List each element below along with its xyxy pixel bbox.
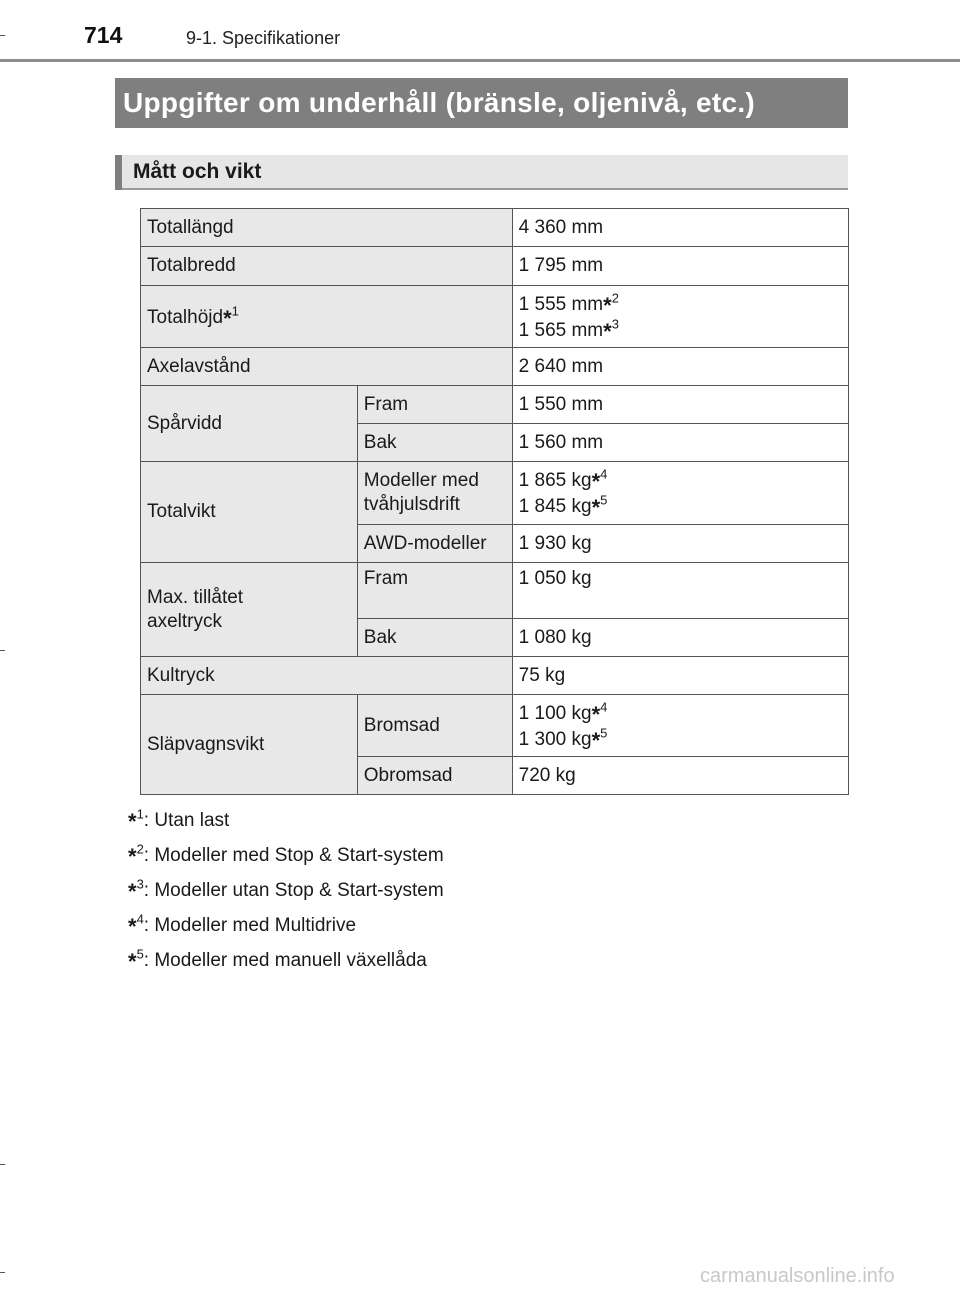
table-row [141, 286, 849, 348]
footnote-mark: 5 [136, 946, 144, 962]
row-value: 4 360 mm [512, 209, 848, 247]
row-sublabel: Bak [357, 619, 512, 657]
row-value: 2 640 mm [512, 348, 848, 386]
row-value: 1 080 kg [512, 619, 848, 657]
footnote-mark: 3 [136, 876, 144, 892]
row-value [512, 286, 848, 348]
row-sublabel: Bromsad [357, 695, 512, 757]
table-row [141, 209, 849, 247]
row-value: 1 795 mm [512, 247, 848, 286]
subtitle-bar [115, 155, 848, 190]
row-value: 1 930 kg [512, 525, 848, 563]
value-line: 1 300 kg [518, 728, 592, 750]
footnote-text: : Utan last [143, 810, 230, 831]
sublabel-line: tvåhjulsdrift [363, 494, 460, 515]
page-title: Uppgifter om underhåll (bränsle, oljenivå, etc.) [123, 87, 756, 118]
row-label [141, 563, 358, 657]
label-line: axeltryck [147, 610, 222, 632]
crop-mark [0, 650, 5, 651]
row-label: Släpvagnsvikt [141, 695, 358, 795]
value-line: 1 845 kg [518, 496, 592, 517]
footnote-mark: 2 [136, 841, 144, 857]
table-row [141, 386, 849, 424]
footnote-ref: 4 [600, 699, 608, 715]
footnote-ref: 2 [611, 290, 619, 306]
row-sublabel: AWD-modeller [357, 525, 512, 563]
page-number: 714 [84, 22, 123, 48]
row-value [512, 695, 848, 757]
row-label: Totalvikt [141, 462, 358, 563]
row-label: Kultryck [141, 657, 513, 695]
footnote-ref: 5 [600, 492, 608, 508]
footnote-text: : Modeller med Multidrive [143, 915, 357, 936]
row-value: 1 550 mm [512, 386, 848, 424]
footnote [128, 840, 444, 875]
watermark: carmanualsonline.info [700, 1265, 895, 1287]
table-row [141, 462, 849, 525]
value-line: 1 555 mm [518, 293, 604, 315]
row-sublabel: Bak [357, 424, 512, 462]
footnote-ref: 5 [600, 725, 608, 741]
header-divider [0, 59, 960, 62]
page-header [0, 0, 960, 62]
footnote-star: * [223, 305, 232, 331]
row-sublabel: Fram [357, 563, 512, 619]
row-label: Totallängd [141, 209, 513, 247]
table-row [141, 695, 849, 757]
table-row [141, 657, 849, 695]
specs-table [140, 208, 849, 795]
value-line: 1 865 kg [518, 470, 592, 491]
row-value: 1 050 kg [512, 563, 848, 619]
footnote-text: : Modeller med Stop & Start-system [143, 845, 444, 866]
footnote [128, 945, 444, 980]
row-label-text: Totalhöjd [147, 306, 224, 328]
main-title-bar [115, 78, 848, 128]
footnote [128, 875, 444, 910]
footnote-star: * [128, 914, 137, 939]
table-row [141, 563, 849, 619]
value-line: 1 565 mm [518, 319, 604, 341]
row-value [512, 462, 848, 525]
footnote-star: * [603, 292, 612, 318]
sublabel-line: Modeller med [363, 470, 479, 491]
row-sublabel [357, 462, 512, 525]
footnote-ref: 3 [611, 316, 619, 332]
table-row [141, 348, 849, 386]
table-row [141, 247, 849, 286]
row-label [141, 286, 513, 348]
footnote [128, 910, 444, 945]
footnote-star: * [128, 949, 137, 974]
footnote-star: * [591, 701, 601, 727]
section-subtitle: Mått och vikt [133, 160, 262, 183]
footnote-mark: 1 [136, 806, 144, 822]
row-label: Totalbredd [141, 247, 513, 286]
value-line: 1 100 kg [518, 702, 592, 724]
footnote-star: * [591, 495, 601, 520]
footnote-text: : Modeller utan Stop & Start-system [143, 880, 444, 901]
footnotes [128, 805, 444, 980]
footnote [128, 805, 444, 840]
footnote-ref: 4 [600, 466, 608, 482]
footnote-star: * [128, 844, 137, 869]
row-value: 1 560 mm [512, 424, 848, 462]
row-label: Axelavstånd [141, 348, 513, 386]
footnote-ref: 1 [231, 303, 239, 319]
row-sublabel: Obromsad [357, 757, 512, 795]
footnote-star: * [603, 318, 612, 344]
footnote-star: * [128, 809, 137, 834]
footnote-mark: 4 [136, 911, 144, 927]
crop-mark [0, 1164, 5, 1165]
section-label: 9-1. Specifikationer [186, 28, 341, 48]
footnote-star: * [128, 879, 137, 904]
footnote-star: * [591, 469, 601, 494]
row-value: 720 kg [512, 757, 848, 795]
footnote-text: : Modeller med manuell växellåda [143, 950, 427, 971]
crop-mark [0, 1272, 5, 1273]
footnote-star: * [591, 727, 601, 753]
label-line: Max. tillåtet [147, 586, 244, 608]
row-value: 75 kg [512, 657, 848, 695]
row-label: Spårvidd [141, 386, 358, 462]
row-sublabel: Fram [357, 386, 512, 424]
crop-mark [0, 35, 5, 36]
